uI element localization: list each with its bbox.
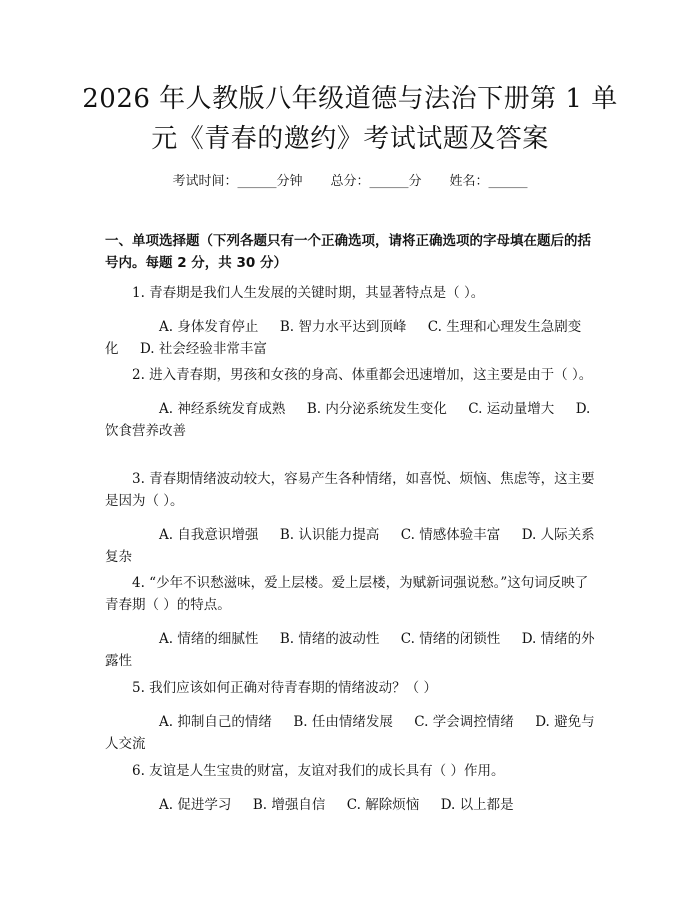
option-b: B. 任由情绪发展 [293, 714, 393, 730]
option-c: C. 运动量增大 [468, 401, 555, 417]
option-b: B. 增强自信 [252, 797, 326, 813]
question-stem: 3. 青春期情绪波动较大，容易产生各种情绪，如喜悦、烦恼、焦虑等，这主要是因为（ ）。 [105, 471, 595, 509]
title-line-2: 元《青春的邀约》考试试题及答案 [151, 124, 549, 154]
option-c: C. 生理和心理发生急剧变化 [105, 319, 582, 357]
option-a: A. 情绪的细腻性 [159, 631, 259, 647]
option-a: A. 抑制自己的情绪 [159, 714, 272, 730]
option-a: A. 促进学习 [159, 797, 232, 813]
option-d: D. 情绪的外露性 [105, 631, 595, 669]
option-a: A. 身体发育停止 [159, 319, 259, 335]
question-2 [105, 364, 600, 442]
option-c: C. 学会调控情绪 [414, 714, 514, 730]
question-options [105, 711, 600, 755]
question-options [105, 794, 600, 816]
question-3 [105, 468, 600, 568]
option-d: D. 人际关系复杂 [105, 527, 595, 565]
question-options [105, 398, 600, 442]
question-stem: 1. 青春期是我们人生发展的关键时期，其显著特点是（ ）。 [132, 285, 485, 301]
option-d: D. 饮食营养改善 [105, 401, 591, 439]
question-options [105, 316, 600, 360]
question-5 [105, 677, 600, 755]
option-c: C. 解除烦恼 [346, 797, 420, 813]
question-options [105, 628, 600, 672]
question-options [105, 524, 600, 568]
section-heading: 一、单项选择题（下列各题只有一个正确选项，请将正确选项的字母填在题后的括号内。每题 2 分，共 30 分） [105, 233, 591, 271]
option-c: C. 情感体验丰富 [400, 527, 501, 543]
total-score: 总分：______分 [330, 174, 422, 189]
exam-time: 考试时间：______分钟 [172, 174, 303, 189]
document-title [70, 82, 630, 162]
option-b: B. 智力水平达到顶峰 [279, 319, 407, 335]
question-stem: 6. 友谊是人生宝贵的财富，友谊对我们的成长具有（ ）作用。 [132, 763, 505, 779]
option-b: B. 情绪的波动性 [279, 631, 380, 647]
option-d: D. 社会经验非常丰富 [139, 341, 267, 357]
question-4 [105, 572, 600, 672]
question-stem: 5. 我们应该如何正确对待青春期的情绪波动？（ ） [132, 680, 437, 696]
student-name: 姓名：______ [449, 174, 528, 189]
option-c: C. 情绪的闭锁性 [400, 631, 501, 647]
option-b: B. 认识能力提高 [279, 527, 380, 543]
question-stem: 4. “少年不识愁滋味，爱上层楼。爱上层楼，为赋新词强说愁。”这句词反映了青春期（ ）的特点。 [105, 575, 589, 613]
option-a: A. 自我意识增强 [159, 527, 259, 543]
question-1 [105, 282, 600, 360]
option-d: D. 避免与人交流 [105, 714, 595, 752]
option-a: A. 神经系统发育成熟 [159, 401, 286, 417]
question-6 [105, 760, 600, 816]
option-b: B. 内分泌系统发生变化 [306, 401, 447, 417]
title-line-1: 2026 年人教版八年级道德与法治下册第 1 单 [82, 84, 618, 114]
question-stem: 2. 进入青春期，男孩和女孩的身高、体重都会迅速增加，这主要是由于（ ）。 [132, 367, 593, 383]
exam-meta [0, 170, 700, 189]
option-d: D. 以上都是 [440, 797, 514, 813]
